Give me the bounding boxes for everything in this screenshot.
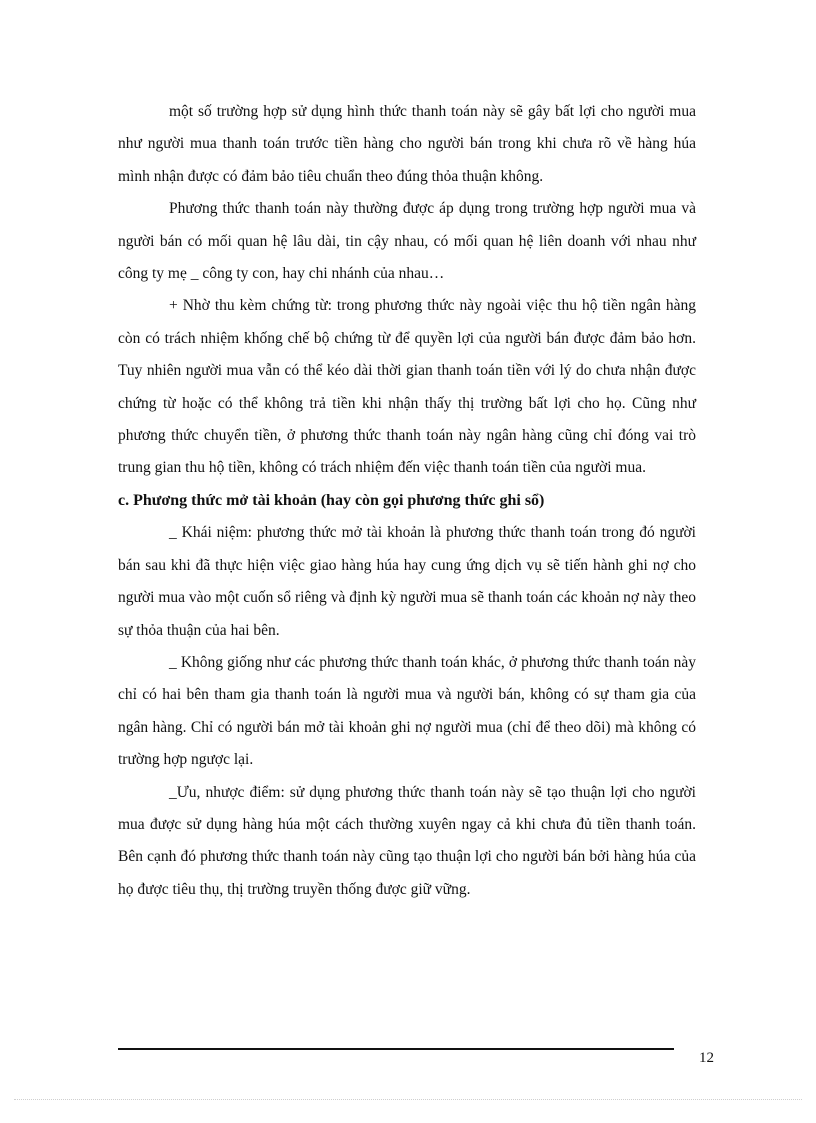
paragraph-drawbacks: một số trường hợp sử dụng hình thức thanh toán này sẽ gây bất lợi cho người mua như người mua thanh toán trước tiền hàng cho người bán trong khi chưa rõ về hàng húa mình nhận được có đảm bảo tiêu chuẩn theo đúng thỏa thuận không. [118,103,696,185]
section-heading-open-account: c. Phương thức mở tài khoản (hay còn gọi phương thức ghi sổ) [118,491,545,509]
paragraph-application: Phương thức thanh toán này thường được áp dụng trong trường hợp người mua và người bán có mối quan hệ lâu dài, tin cậy nhau, có mối quan hệ liên doanh với nhau như công ty mẹ _ công ty con, hay chi nhánh của nhau… [118,200,696,283]
paragraph-documentary-collection: + Nhờ thu kèm chứng từ: trong phương thức này ngoài việc thu hộ tiền ngân hàng còn có trách nhiệm khống chế bộ chứng từ để quyền lợi của người bán được đảm bảo hơn. Tuy nhiên người mua vẫn có thể kéo dài thời gian thanh toán tiền với lý do chưa nhận được chứng từ hoặc có thể không trả tiền khi nhận thấy thị trường bất lợi cho họ. Cũng như phương thức chuyển tiền, ở phương thức thanh toán này ngân hàng cũng chỉ đóng vai trò trung gian thu hộ tiền, không có trách nhiệm đến việc thanh toán tiền của người mua. [118,297,696,477]
paragraph-definition: _ Khái niệm: phương thức mở tài khoản là phương thức thanh toán trong đó người bán sau khi đã thực hiện việc giao hàng húa hay cung ứng dịch vụ sẽ tiến hành ghi nợ cho người mua vào một cuốn sổ riêng và định kỳ người mua sẽ thanh toán các khoản nợ này theo sự thỏa thuận của hai bên. [118,524,696,639]
page-number: 12 [699,1050,714,1066]
paragraph-pros-cons: _Ưu, nhược điểm: sử dụng phương thức thanh toán này sẽ tạo thuận lợi cho người mua được sử dụng hàng húa một cách thường xuyên ngay cả khi chưa đủ tiền thanh toán. Bên cạnh đó phương thức thanh toán này cũng tạo thuận lợi cho người bán bởi hàng húa của họ được tiêu thụ, thị trường truyền thống được giữ vững. [118,783,696,898]
footer-divider [118,1048,674,1050]
page-bottom-dotted-border [14,1099,802,1100]
paragraph-parties: _ Không giống như các phương thức thanh toán khác, ở phương thức thanh toán này chỉ có hai bên tham gia thanh toán là người mua và người bán, không có sự tham gia của ngân hàng. Chỉ có người bán mở tài khoản ghi nợ người mua (chỉ để theo dõi) mà không có trường hợp ngược lại. [118,653,696,769]
document-body [118,96,696,906]
